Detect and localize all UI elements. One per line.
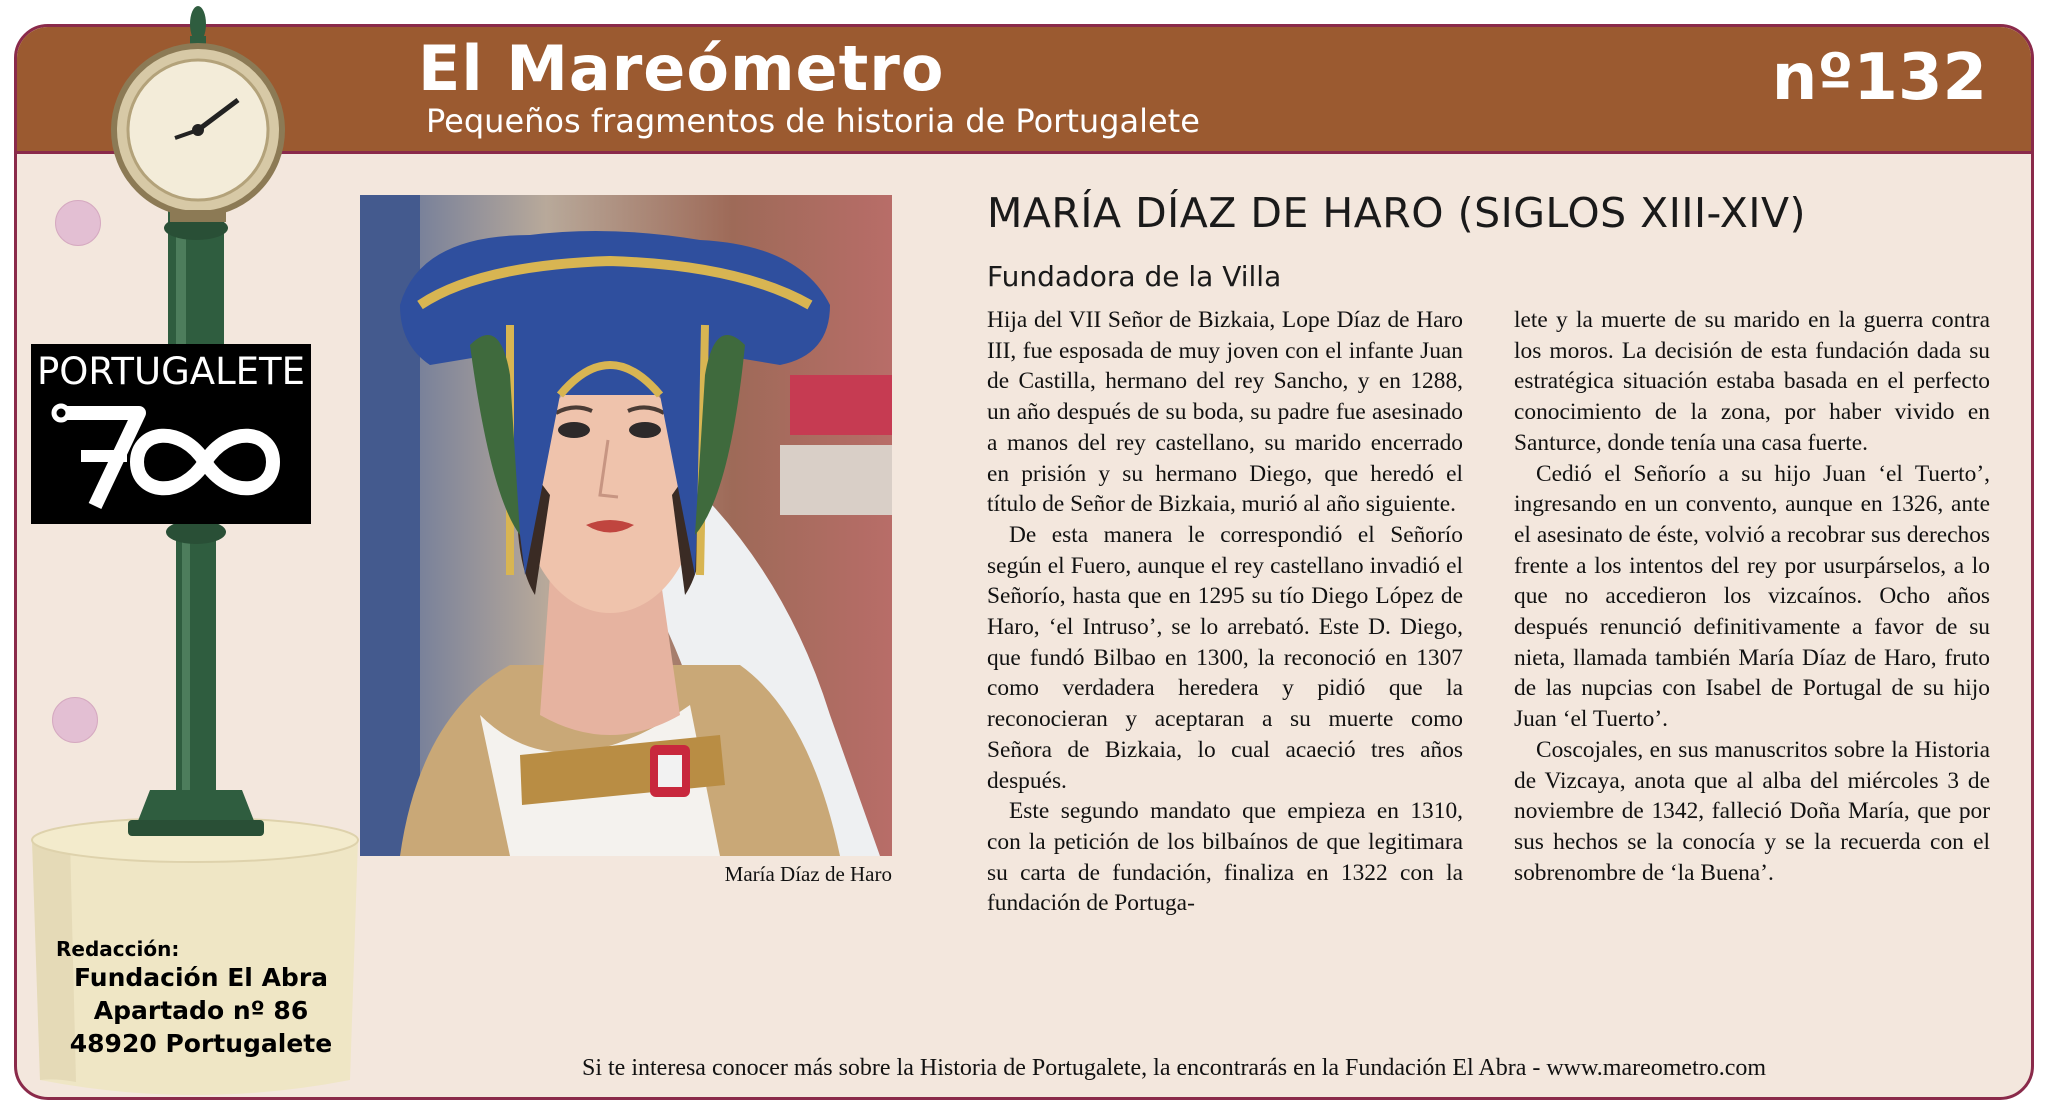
logo-700-graphic — [41, 394, 301, 519]
statue-image — [360, 195, 892, 856]
article-title: MARÍA DÍAZ DE HARO (SIGLOS XIII-XIV) — [987, 189, 1807, 237]
article-paragraph: Coscojales, en sus manuscritos sobre la Historia de Vizcaya, anota que al alba del miércoles 3 de noviembre de 1342, falleció Doña María, que por sus hechos se la conocía y se la recuerda con el sobrenombre de ‘la Buena’. — [1514, 736, 1990, 886]
issue-number: nº132 — [1771, 41, 1987, 115]
page-subtitle: Pequeños fragmentos de historia de Portugalete — [426, 102, 1200, 140]
article-paragraph: De esta manera le correspondió el Señorío según el Fuero, aunque el rey castellano invadió el Señorío, hasta que en 1295 su tío Diego López de Haro, ‘el Intruso’, se lo arrebató. Este D. Diego, que fundó Bilbao en 1300, la reconoció en 1307 como verdadera heredera y pidió que la reconocieran y aceptaran a su muerte como Señora de Bizkaia, lo cual acaeció tres años después. — [987, 521, 1463, 794]
article-paragraph: Este segundo mandato que empieza en 1310, con la petición de los bilbaínos de que legitimara su carta de fundación, finaliza en 1322 con la fundación de Portuga- — [987, 798, 1463, 917]
credits-line: Fundación El Abra — [73, 963, 329, 992]
credits-label: Redacción: — [56, 937, 180, 961]
article-column-left — [987, 305, 1463, 919]
page-title: El Mareómetro — [418, 32, 945, 105]
footer-note: Si te interesa conocer más sobre la Historia de Portugalete, la encontrarás en la Fundación El Abra - www.mareometro.com — [582, 1055, 1767, 1081]
photo-caption: María Díaz de Haro — [724, 862, 892, 886]
credits-line: Apartado nº 86 — [93, 996, 309, 1025]
article-paragraph: Hija del VII Señor de Bizkaia, Lope Díaz de Haro III, fue esposada de muy joven con el infante Juan de Castilla, hermano del rey Sancho, y en 1288, un año después de su boda, su padre fue asesinado a manos del rey castellano, su marido encerrado en prisión y su hermano Diego, que heredó el título de Señor de Bizkaia, murió al año siguiente. — [987, 307, 1463, 518]
article-paragraph: Cedió el Señorío a su hijo Juan ‘el Tuerto’, ingresando en un convento, aunque en 1326, ante el asesinato de éste, volvió a recobrar sus derechos frente a los intentos del rey por usurpárselos, a lo que no accedieron los vizcaínos. Ocho años después renunció definitivamente a favor de su nieta, llamada también María Díaz de Haro, fruto de las nupcias con Isabel de Portugal de su hijo Juan ‘el Tuerto’. — [1514, 460, 1990, 733]
article-column-right — [1514, 305, 1990, 888]
article-subtitle: Fundadora de la Villa — [987, 260, 1282, 293]
credits-line: 48920 Portugalete — [69, 1029, 333, 1058]
maria-diaz-de-haro-photo — [360, 195, 892, 856]
article-paragraph: lete y la muerte de su marido en la guerra contra los moros. La decisión de esta fundación dada su estratégica situación estaba basada en el perfecto conocimiento de la zona, por haber vivido en Santurce, donde tenía una casa fuerte. — [1514, 307, 1990, 456]
logo-text: PORTUGALETE — [36, 350, 306, 393]
credits-block — [56, 937, 356, 1060]
portugalete-700-logo — [31, 344, 311, 524]
